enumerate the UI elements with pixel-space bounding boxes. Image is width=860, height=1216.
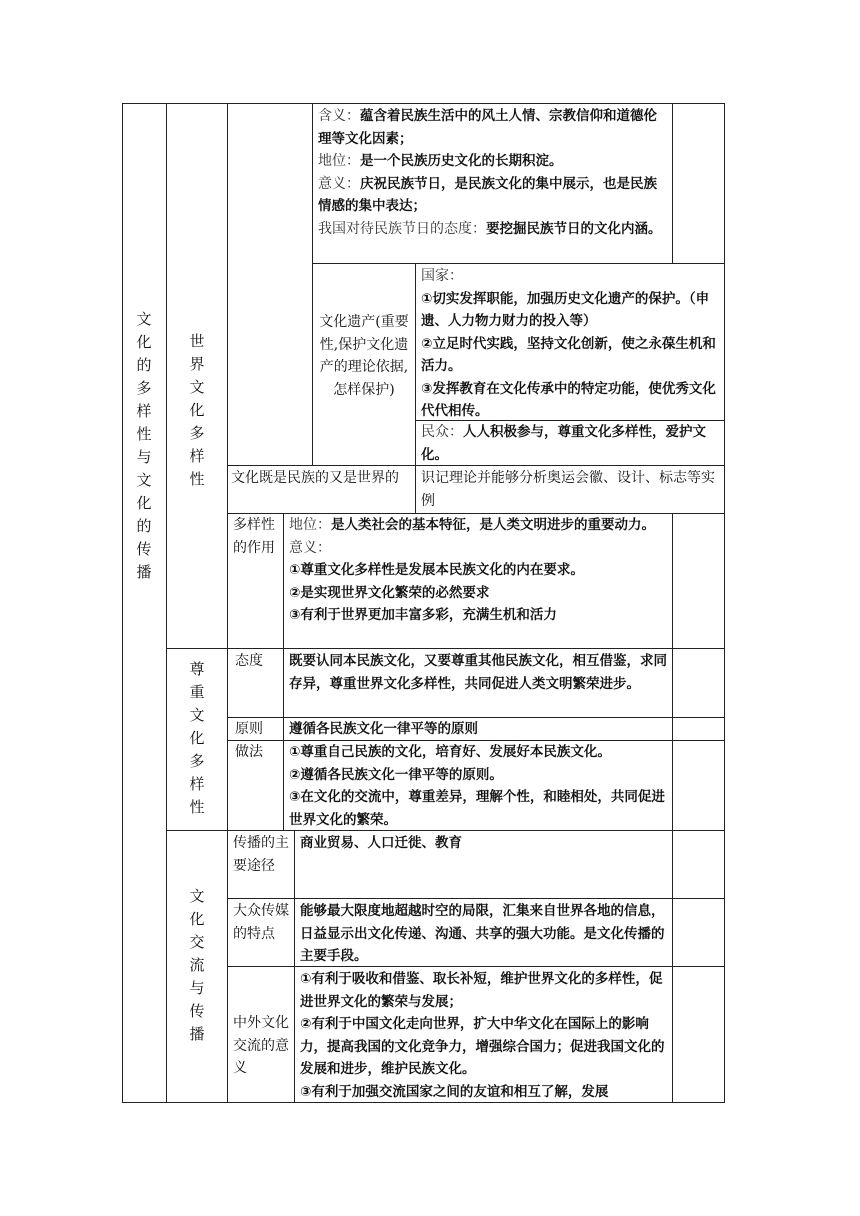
world-char: 样 bbox=[189, 447, 205, 465]
col1-label bbox=[131, 308, 157, 584]
respect-right-border bbox=[672, 648, 673, 830]
exchange-significance-label: 中外文化交流的意义 bbox=[233, 1015, 289, 1076]
diversity-right-border bbox=[672, 513, 673, 648]
respect-principle: 遵循各民族文化一律平等的原则 bbox=[289, 721, 478, 737]
festival-attitude-label: 我国对待民族节日的态度： bbox=[318, 220, 486, 237]
respect-char: 样 bbox=[189, 775, 205, 793]
col1-char: 多 bbox=[136, 379, 152, 397]
festival-cell bbox=[318, 105, 670, 240]
world-diversity-label bbox=[184, 330, 210, 491]
respect-char: 文 bbox=[189, 706, 205, 724]
world-section-bottom-border bbox=[166, 648, 725, 649]
respect-practice-content bbox=[289, 741, 671, 831]
col1-right-border bbox=[166, 103, 167, 1103]
world-char: 多 bbox=[189, 424, 205, 442]
diversity-label-right-border bbox=[283, 513, 284, 648]
diversity-role-label: 多样性的作用 bbox=[233, 517, 275, 556]
exchange-label bbox=[184, 885, 210, 1046]
col1-char: 文 bbox=[136, 471, 152, 489]
exchange-route: 商业贸易、人口迁徙、教育 bbox=[300, 835, 462, 851]
table-left-border bbox=[122, 103, 123, 1103]
festival-bottom-border bbox=[312, 263, 725, 264]
exchange-char: 传 bbox=[189, 1002, 205, 1020]
exchange-media-label: 大众传媒的特点 bbox=[233, 903, 289, 942]
respect-principle-label: 原则 bbox=[235, 721, 263, 737]
festival-attitude: 要挖掘民族节日的文化内涵。 bbox=[486, 220, 662, 237]
respect-char: 性 bbox=[189, 798, 205, 816]
exchange-media: 能够最大限度地超越时空的局限，汇集来自世界各地的信息，日益显示出文化传递、沟通、共享的强大功能。是文化传播的主要手段。 bbox=[300, 903, 665, 964]
exchange-char: 流 bbox=[189, 956, 205, 974]
respect-practice-item: ①尊重自己民族的文化，培育好、发展好本民族文化。 bbox=[289, 744, 611, 760]
world-char: 化 bbox=[189, 401, 205, 419]
diversity-role-content bbox=[289, 514, 671, 627]
heritage-people-label: 民众： bbox=[421, 424, 463, 440]
diversity-status-label: 地位： bbox=[289, 517, 331, 533]
table-top-border bbox=[122, 103, 725, 104]
heritage-country-item: ③发挥教育在文化传承中的特定功能，使优秀文化代代相传。 bbox=[421, 380, 716, 419]
festival-significance-label: 意义： bbox=[318, 175, 360, 192]
festival-left-border bbox=[312, 103, 313, 465]
exchange-significance-item: ②有利于中国文化走向世界，扩大中华文化在国际上的影响力，提高我国的文化竞争力，增强综合国力；促进我国文化的发展和进步，维护民族文化。 bbox=[300, 1016, 665, 1077]
col1-char: 样 bbox=[136, 402, 152, 420]
exchange-char: 文 bbox=[189, 887, 205, 905]
table-bottom-border bbox=[122, 1102, 725, 1103]
heritage-people: 人人积极参与，尊重文化多样性，爱护文化。 bbox=[421, 424, 706, 463]
col2-right-border bbox=[227, 103, 228, 1103]
route-bottom-border bbox=[227, 898, 725, 899]
respect-practice-label: 做法 bbox=[235, 744, 263, 760]
festival-status: 是一个民族历史文化的长期积淀。 bbox=[360, 153, 563, 169]
festival-status-label: 地位： bbox=[318, 153, 360, 169]
col1-char: 文 bbox=[136, 310, 152, 328]
world-char: 世 bbox=[189, 332, 205, 350]
exchange-char: 化 bbox=[189, 910, 205, 928]
exchange-significance-item: ③有利于加强交流国家之间的友谊和相互了解，发展 bbox=[300, 1083, 609, 1100]
col1-char: 与 bbox=[136, 448, 152, 466]
festival-meaning-label: 含义： bbox=[318, 108, 360, 124]
respect-diversity-label bbox=[184, 658, 210, 819]
col1-char: 性 bbox=[136, 425, 152, 443]
exchange-char: 与 bbox=[189, 979, 205, 997]
festival-right-border bbox=[672, 103, 673, 263]
exchange-char: 交 bbox=[189, 933, 205, 951]
diversity-meaning-label: 意义： bbox=[289, 539, 331, 556]
diversity-meaning-item: ①尊重文化多样性是发展本民族文化的内在要求。 bbox=[289, 562, 584, 578]
world-char: 文 bbox=[189, 378, 205, 396]
diversity-meaning-item: ②是实现世界文化繁荣的必然要求 bbox=[289, 584, 490, 601]
heritage-label-right-border bbox=[415, 263, 416, 513]
festival-significance: 庆祝民族节日，是民族文化的集中展示，也是民族情感的集中表达； bbox=[318, 175, 657, 214]
heritage-country-label: 国家： bbox=[421, 268, 463, 284]
respect-attitude: 既要认同本民族文化，又要尊重其他民族文化，相互借鉴，求同存异，尊重世界文化多样性，共同促进人类文明繁荣进步。 bbox=[289, 653, 667, 692]
heritage-country-item: ②立足时代实践，坚持文化创新，使之永葆生机和活力。 bbox=[421, 335, 716, 374]
col1-char: 播 bbox=[136, 563, 152, 581]
heritage-country-item: ①切实发挥职能，加强历史文化遗产的保护。（申遗、人力物力财力的投入等） bbox=[421, 290, 710, 329]
national-world-label: 文化既是民族的又是世界的 bbox=[231, 470, 399, 486]
diversity-status: 是人类社会的基本特征，是人类文明进步的重要动力。 bbox=[331, 517, 655, 533]
respect-char: 化 bbox=[189, 729, 205, 747]
exchange-significance-item: ①有利于吸收和借鉴、取长补短，维护世界文化的多样性，促进世界文化的繁荣与发展； bbox=[300, 971, 663, 1010]
table-right-border bbox=[724, 103, 725, 1103]
festival-meaning: 蕴含着民族生活中的风土人情、宗教信仰和道德伦理等文化因素； bbox=[318, 108, 657, 147]
exchange-significance-content bbox=[300, 968, 670, 1102]
heritage-people-cell bbox=[421, 421, 721, 466]
exchange-char: 播 bbox=[189, 1025, 205, 1043]
diversity-meaning-item: ③有利于世界更加丰富多彩，充满生机和活力 bbox=[289, 607, 557, 623]
respect-practice-item: ③在文化的交流中，尊重差异，理解个性，和睦相处，共同促进世界文化的繁荣。 bbox=[289, 789, 665, 828]
col1-char: 化 bbox=[136, 333, 152, 351]
respect-practice-item: ②遵循各民族文化一律平等的原则。 bbox=[289, 766, 503, 783]
heritage-country-cell bbox=[421, 265, 721, 423]
national-world-content: 识记理论并能够分析奥运会徽、设计、标志等实例 bbox=[421, 470, 715, 509]
heritage-label: 文化遗产(重要性,保护文化遗产的理论依据,怎样保护) bbox=[319, 314, 409, 398]
world-char: 性 bbox=[189, 470, 205, 488]
col1-char: 的 bbox=[136, 356, 152, 374]
col1-char: 传 bbox=[136, 540, 152, 558]
col1-char: 化 bbox=[136, 494, 152, 512]
col1-char: 的 bbox=[136, 517, 152, 535]
respect-label-right-border bbox=[283, 648, 284, 830]
respect-attitude-label: 态度 bbox=[235, 653, 263, 669]
world-char: 界 bbox=[189, 355, 205, 373]
respect-char: 多 bbox=[189, 752, 205, 770]
respect-char: 重 bbox=[189, 683, 205, 701]
respect-char: 尊 bbox=[189, 660, 205, 678]
exchange-route-label: 传播的主要途径 bbox=[233, 835, 289, 874]
